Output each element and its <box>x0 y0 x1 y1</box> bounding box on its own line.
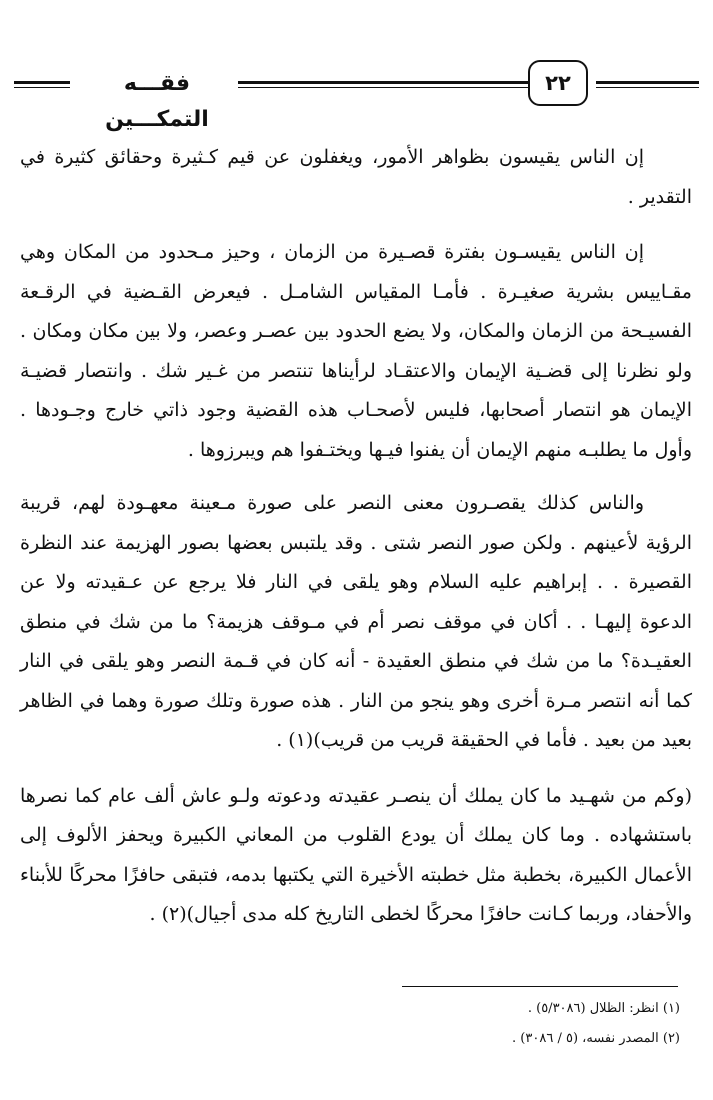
footnote-2: (٢) المصدر نفسه، (٥ / ٣٠٨٦) . <box>512 1031 680 1046</box>
footnotes <box>300 994 680 1054</box>
paragraph-4: (وكم من شهـيد ما كان يملك أن ينصـر عقيدته ودعوته ولـو عاش ألف عام كما نصرها باستشهاده . وما كان يملك أن يودع القلوب من المعاني الكبيرة ويحفز الألوف إلى الأعمال الكبيرة، بخطبة مثل خطبته الأخيرة التي يكتبها بدمه، فتبقى حافزًا محركًا للأبناء والأحفاد، وربما كـانت حافزًا محركًا لخطى التاريخ كله مدى أجيال)(٢) . <box>20 784 692 925</box>
body-text <box>20 138 692 951</box>
header-rule-middle <box>238 81 528 88</box>
header-rule-right <box>596 81 699 88</box>
running-header <box>14 60 699 132</box>
paragraph-1: إن الناس يقيسون بظواهر الأمور، ويغفلون عن قيم كـثيرة وحقائق كثيرة في التقدير . <box>20 146 692 208</box>
paragraph-2: إن الناس يقيسـون بفترة قصـيرة من الزمان ، وحيز مـحدود من المكان وهي مقـاييس بشرية صغيـرة . فأمـا المقياس الشامـل . فيعرض القـضية في الرقـعة الفسيـحة من الزمان والمكان، ولا يضع الحدود بين عصـر وعصر، ولا بين مكان ومكان . ولو نظرنا إلى قضـية الإيمان والاعتقـاد لرأيناها تنتصر من غـير شك . وانتصار قضيـة الإيمان هو انتصار أصحابها، فليس لأصحـاب هذه القضية وجود ذاتي خارج وجـودها . وأول ما يطلبـه منهم الإيمان أن يفنوا فيـها ويختـفوا هم ويبرزوها . <box>20 241 692 461</box>
header-rule-left <box>14 81 70 88</box>
page-number: ٢٢ <box>528 60 588 106</box>
book-title: فقـــه التمكـــين <box>105 71 209 132</box>
paragraph-3: والناس كذلك يقصـرون معنى النصر على صورة مـعينة معهـودة لهم، قريبة الرؤية لأعينهم . ولكن صور النصر شتى . وقد يلتبس بعضها بصور الهزيمة عند النظرة القصيرة . . إبراهيم عليه السلام وهو يلقى في النار فلا يرجع عن عـقيدته ولا عن الدعوة إليهـا . . أكان في موقف نصر أم في مـوقف هزيمة؟ ما من شك في منطق العقيـدة؟ ما من شك في منطق العقيدة - أنه كان في قـمة النصر وهو يلقى في النار كما أنه انتصر مـرة أخرى وهو ينجو من النار . هذه صورة وتلك صورة وهما في الظاهر بعيد من بعيد . فأما في الحقيقة قريب من قريب)(١) . <box>20 492 692 751</box>
footnote-1: (١) انظر: الظلال (٥/٣٠٨٦) . <box>527 1001 680 1016</box>
footnote-separator <box>402 986 678 987</box>
